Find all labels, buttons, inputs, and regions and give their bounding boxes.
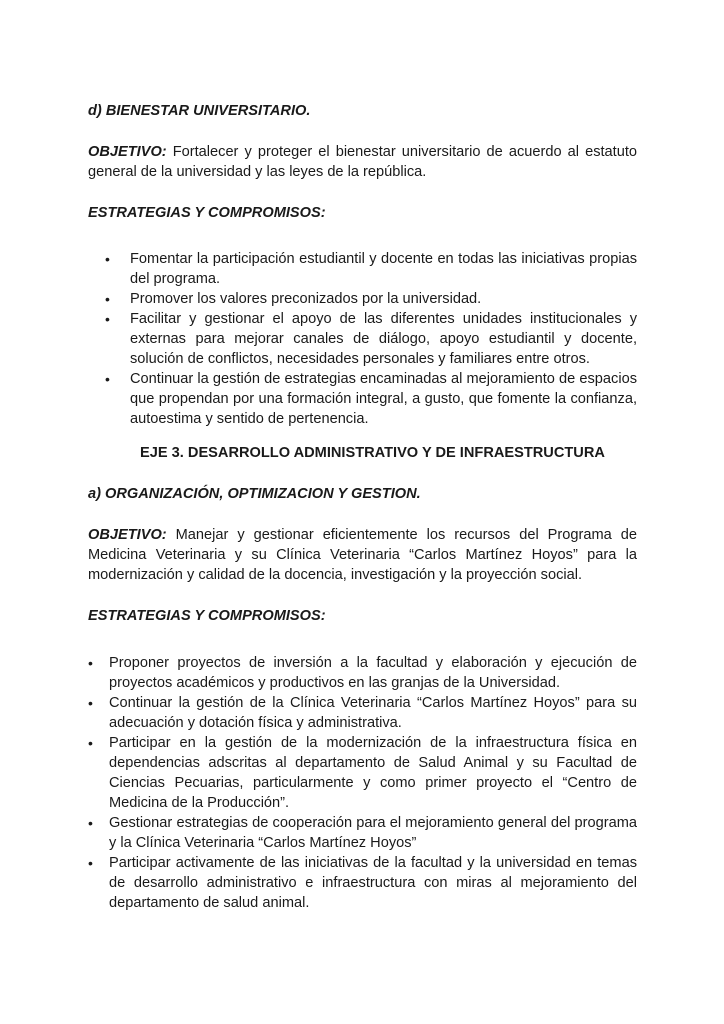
bullet-dot-icon: • (105, 251, 110, 267)
objetivo-text: Manejar y gestionar eficientemente los recursos del Programa de Medicina Veterinaria y su Clínica Veterinaria “Carlos Martínez Hoyos” para la modernización y calidad de la docencia, investigación y la proyección social. (88, 527, 637, 583)
bullet-dot-icon: • (88, 815, 93, 831)
list-item (88, 853, 637, 913)
bullet-dot-icon: • (88, 735, 93, 751)
list-item (88, 733, 637, 813)
objetivo-label: OBJETIVO: (88, 527, 167, 543)
list-item-text: Fomentar la participación estudiantil y docente en todas las iniciativas propias del programa. (130, 251, 637, 287)
list-item-text: Participar en la gestión de la modernización de la infraestructura física en dependencias adscritas al departamento de Salud Animal y su Facultad de Ciencias Pecuarias, particularmente y como primer proyecto el “Centro de Medicina de la Producción”. (109, 735, 637, 811)
list-item-text: Continuar la gestión de la Clínica Veterinaria “Carlos Martínez Hoyos” para su adecuación y dotación física y administrativa. (109, 695, 637, 731)
section-d-objetivo (88, 142, 637, 182)
list-item (88, 309, 637, 369)
section-a-heading: a) ORGANIZACIÓN, OPTIMIZACION Y GESTION. (88, 486, 421, 502)
list-item-text: Participar activamente de las iniciativas de la facultad y la universidad en temas de desarrollo administrativo e infraestructura con miras al mejoramiento del departamento de salud animal. (109, 855, 637, 911)
section-a-estrategias-heading: ESTRATEGIAS Y COMPROMISOS: (88, 608, 326, 624)
bullet-dot-icon: • (105, 311, 110, 327)
section-d-heading: d) BIENESTAR UNIVERSITARIO. (88, 103, 311, 119)
list-item (88, 653, 637, 693)
bullet-dot-icon: • (88, 655, 93, 671)
section-a-objetivo (88, 525, 637, 585)
list-item (88, 693, 637, 733)
section-d-estrategias-heading: ESTRATEGIAS Y COMPROMISOS: (88, 205, 326, 221)
list-item-text: Facilitar y gestionar el apoyo de las diferentes unidades institucionales y externas para mejorar canales de diálogo, apoyo estudiantil y docente, solución de conflictos, necesidades personales y familiares entre otros. (130, 311, 637, 367)
section-d-bullet-list (88, 249, 637, 429)
bullet-dot-icon: • (88, 855, 93, 871)
list-item-text: Gestionar estrategias de cooperación para el mejoramiento general del programa y la Clínica Veterinaria “Carlos Martínez Hoyos” (109, 815, 637, 851)
list-item (88, 289, 637, 309)
list-item-text: Continuar la gestión de estrategias encaminadas al mejoramiento de espacios que propendan por una formación integral, a gusto, que fomente la confianza, autoestima y sentido de pertenencia. (130, 371, 637, 427)
objetivo-label: OBJETIVO: (88, 144, 167, 160)
objetivo-text: Fortalecer y proteger el bienestar universitario de acuerdo al estatuto general de la universidad y las leyes de la república. (88, 144, 637, 180)
list-item (88, 249, 637, 289)
document-page (88, 101, 637, 913)
eje3-heading: EJE 3. DESARROLLO ADMINISTRATIVO Y DE INFRAESTRUCTURA (140, 445, 605, 461)
bullet-dot-icon: • (88, 695, 93, 711)
list-item (88, 813, 637, 853)
list-item-text: Promover los valores preconizados por la universidad. (130, 291, 482, 307)
bullet-dot-icon: • (105, 291, 110, 307)
list-item (88, 369, 637, 429)
section-a-bullet-list (88, 653, 637, 913)
list-item-text: Proponer proyectos de inversión a la facultad y elaboración y ejecución de proyectos académicos y productivos en las granjas de la Universidad. (109, 655, 637, 691)
bullet-dot-icon: • (105, 371, 110, 387)
